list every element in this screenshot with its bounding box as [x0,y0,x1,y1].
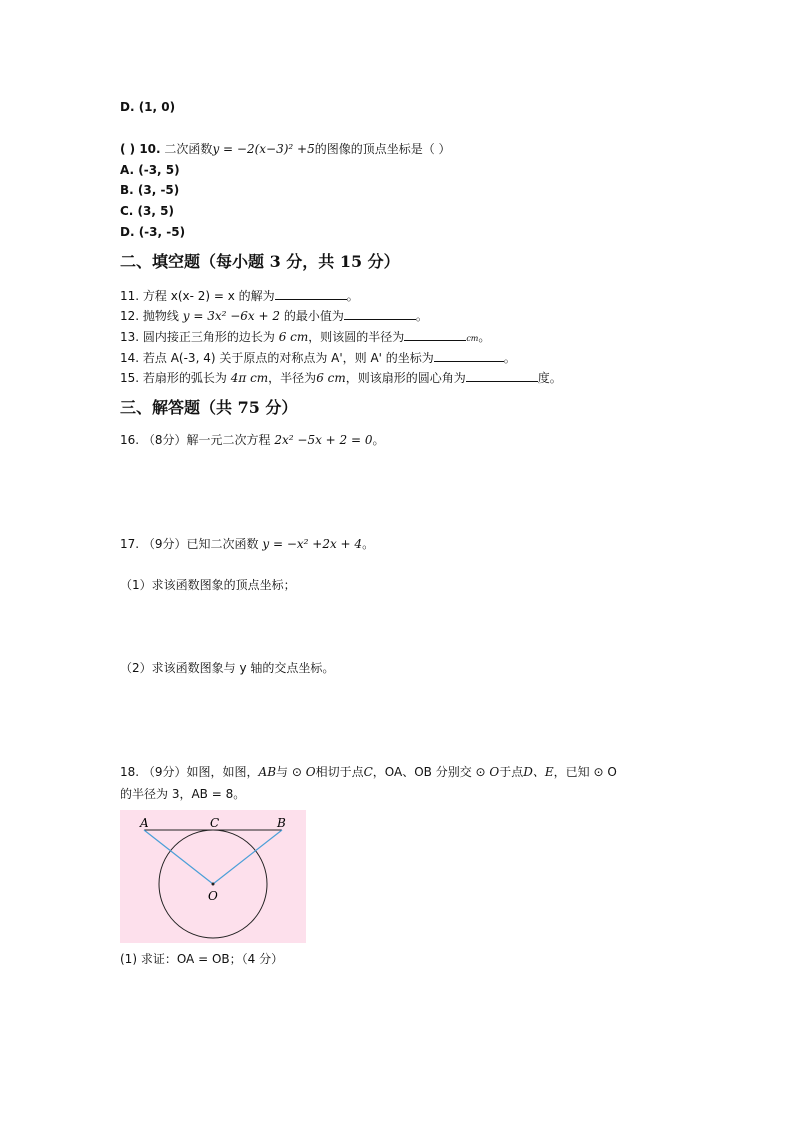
q12-answer-blank[interactable] [344,307,416,320]
q10-option-b: B. (3, -5) [120,183,180,197]
figure-svg [120,810,306,943]
q13-formula: 6 cm [278,330,309,344]
label-c: C [210,816,220,830]
q11-answer-blank[interactable] [275,287,347,300]
q11 [120,287,359,304]
q18-text-e: 于点 [499,765,524,779]
q17-text-end: 。 [362,537,375,551]
q12-text: 12. 抛物线 [120,309,179,323]
section-3-title: 三、解答题（共 75 分） [120,398,298,417]
q10-stem-pre: 二次函数 [164,142,213,156]
q16-text-end: 。 [372,433,385,447]
q10-option-d: D. (-3, -5) [120,225,186,239]
q18-ab: AB [258,765,277,779]
q18-text-f: ，已知 ⊙ O [553,765,617,779]
q15-text: 15. 若扇形的弧长为 [120,371,227,385]
q18-line2: 的半径为 3，AB = 8。 [120,787,246,801]
q17-text: 17. （9分）已知二次函数 [120,537,259,551]
q18-o2: O [489,765,500,779]
label-a: A [140,816,149,830]
q13-text-end: 。 [478,330,491,344]
q14 [120,349,516,366]
q16-text: 16. （8分）解一元二次方程 [120,433,271,447]
q12-text-mid: 的最小值为 [283,309,344,323]
q13-unit: cm [466,334,479,343]
q15-answer-blank[interactable] [466,369,538,382]
q18-de: D、E [523,765,554,779]
q17-formula: y = −x² +2x + 4 [262,537,363,551]
q15-text-end: 度。 [537,371,562,385]
q18-o: O [305,765,316,779]
q13-answer-blank[interactable] [404,328,466,341]
q11-text-end: 。 [346,289,359,303]
q12-formula: y = 3x² −6x + 2 [182,309,280,323]
q9-option-d: D. (1, 0) [120,100,176,114]
q18-c: C [363,765,373,779]
q18-text-c: 相切于点 [315,765,364,779]
q15-text-mid: ，半径为 [268,371,317,385]
q16-formula: 2x² −5x + 2 = 0 [274,433,373,447]
q14-text: 14. 若点 A(-3, 4) 关于原点的对称点为 A'，则 A' 的坐标为 [120,351,434,365]
tangent-circle-figure [120,810,306,943]
q18-sub1: (1) 求证：OA = OB；（4 分） [120,952,284,966]
q13 [120,328,490,347]
q17-sub1: （1）求该函数图象的顶点坐标； [120,578,296,592]
q15-formula-arc: 4π cm [230,371,269,385]
q17-sub2: （2）求该函数图象与 y 轴的交点坐标。 [120,661,335,675]
segment-ob [213,830,282,884]
q14-text-end: 。 [503,351,516,365]
q12 [120,307,428,324]
q18-text-a: 18. （9分）如图，如图， [120,765,259,779]
q10-bracket: ( ) 10. [120,142,161,156]
q10-option-c: C. (3, 5) [120,204,174,218]
q18-line1 [120,764,617,780]
center-point-o [212,883,215,886]
q18-text-b: 与 ⊙ [276,765,306,779]
label-o: O [208,889,218,903]
q12-text-end: 。 [415,309,428,323]
q10-stem-post: 的图像的顶点坐标是（ ） [314,142,451,156]
q15 [120,369,562,386]
section-2-title: 二、填空题（每小题 3 分，共 15 分） [120,252,400,271]
q10-stem [120,141,451,157]
q11-text: 11. 方程 x(x- 2) = x 的解为 [120,289,275,303]
q13-text-mid: ，则该圆的半径为 [308,330,405,344]
label-b: B [277,816,286,830]
q16 [120,432,385,448]
q10-option-a: A. (-3, 5) [120,163,180,177]
q15-formula-radius: 6 cm [316,371,346,385]
q15-text-mid2: ，则该扇形的圆心角为 [345,371,466,385]
q14-answer-blank[interactable] [434,349,504,362]
q10-formula: y = −2(x−3)² +5 [212,142,315,156]
q18-text-d: ，OA、OB 分别交 ⊙ [372,765,490,779]
segment-oa [144,830,213,884]
q17 [120,536,374,552]
q13-text: 13. 圆内接正三角形的边长为 [120,330,275,344]
